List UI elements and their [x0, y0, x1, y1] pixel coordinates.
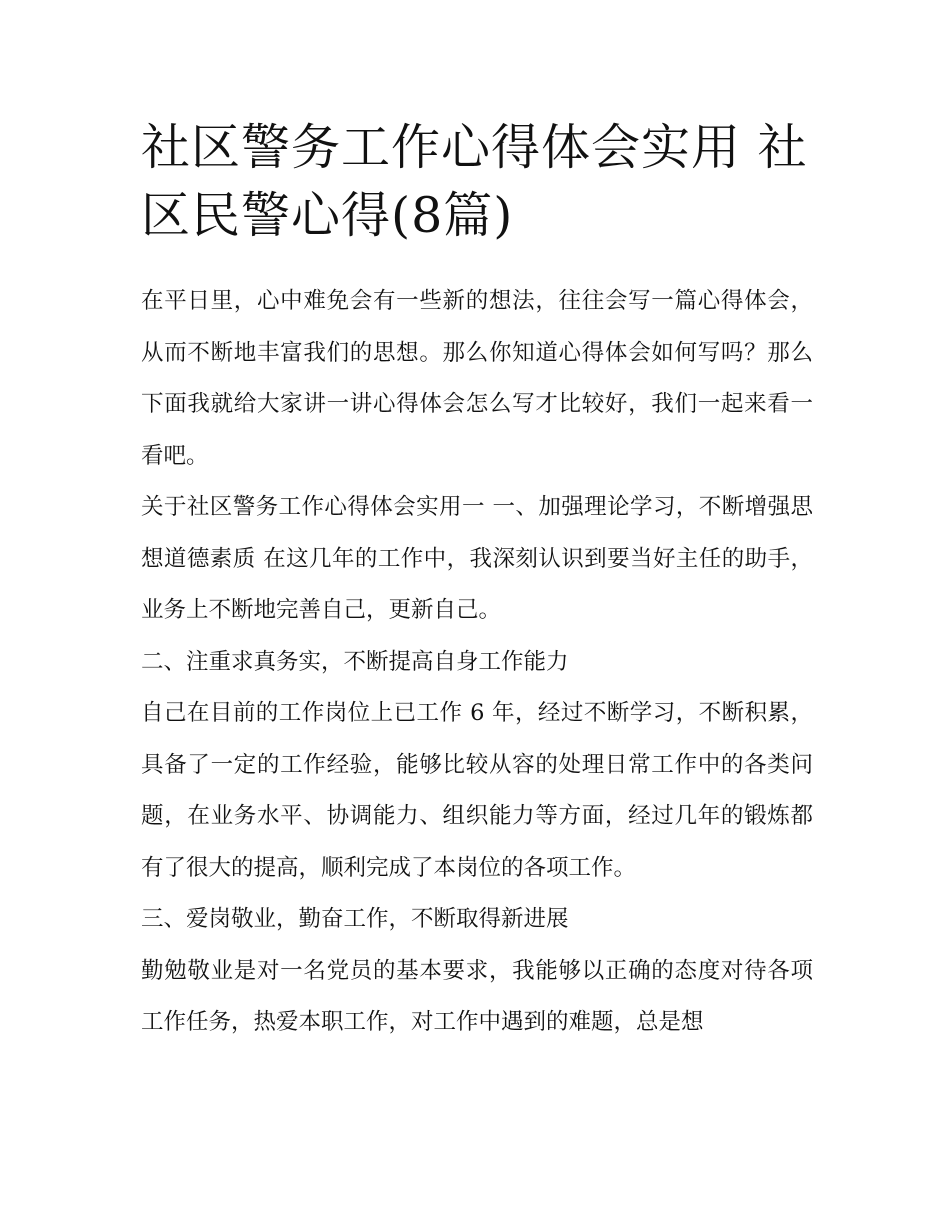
- document-title: 社区警务工作心得体会实用 社区民警心得(8篇): [141, 119, 808, 244]
- section-two-heading: 二、注重求真务实，不断提高自身工作能力: [141, 648, 569, 675]
- section-one-paragraph: 关于社区警务工作心得体会实用一 一、加强理论学习，不断增强思想道德素质 在这几年的工作中，我深刻认识到要当好主任的助手，业务上不断地完善自己，更新自己。: [141, 494, 813, 623]
- section-two-paragraph: 自己在目前的工作岗位上已工作 6 年，经过不断学习，不断积累，具备了一定的工作经验，能够比较从容的处理日常工作中的各类问题，在业务水平、协调能力、组织能力等方面，经过几年的锻炼都有了很大的提高，顺利完成了本岗位的各项工作。: [141, 700, 813, 881]
- document-page: [141, 114, 813, 1049]
- section-three-paragraph: 勤勉敬业是对一名党员的基本要求，我能够以正确的态度对待各项工作任务，热爱本职工作，对工作中遇到的难题，总是想: [141, 957, 813, 1035]
- intro-paragraph: 在平日里，心中难免会有一些新的想法，往往会写一篇心得体会，从而不断地丰富我们的思想。那么你知道心得体会如何写吗？那么下面我就给大家讲一讲心得体会怎么写才比较好，我们一起来看一看吧。: [141, 288, 813, 469]
- section-three-heading: 三、爱岗敬业，勤奋工作，不断取得新进展: [141, 906, 569, 932]
- document-body: [141, 276, 813, 1049]
